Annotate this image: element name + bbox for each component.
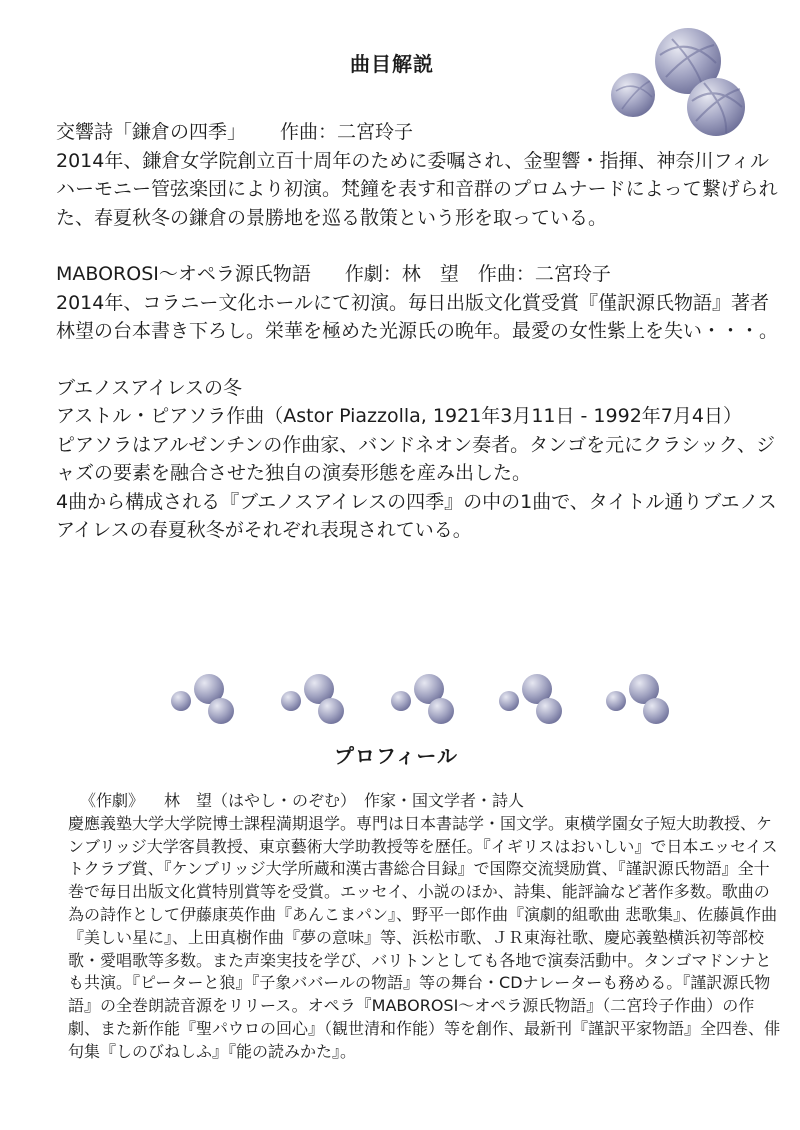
profile-name: 林 望（はやし・のぞむ） [164,791,357,810]
profile-heading: プロフィール [334,744,458,768]
program-notes [56,118,786,573]
piece-credit: 作劇：林 望 作曲：二宮玲子 [344,263,611,285]
piece-title-line [56,260,786,289]
notes-heading: 曲目解説 [350,52,434,76]
profile-role: 《作劇》 [80,791,145,810]
piece-description: 2014年、鎌倉女学院創立百十周年のために委嘱され、金聖響・指揮、神奈川フィルハーモニー管弦楽団により初演。梵鐘を表す和音群のプロムナードによって繋げられた、春夏秋冬の鎌倉の景勝地を巡る散策という形を取っている。 [56,149,778,229]
profile-header [68,790,780,813]
piece-description-2: 4曲から構成される『ブエノスアイレスの四季』の中の1曲で、タイトル通りブエノスアイレスの春夏秋冬がそれぞれ表現されている。 [56,490,777,541]
piece-3 [56,374,786,545]
marble-divider [0,663,800,733]
piece-description: ピアソラはアルゼンチンの作曲家、バンドネオン奏者。タンゴを元にクラシック、ジャズの要素を融合させた独自の演奏形態を産み出した。 [56,433,775,484]
piece-1 [56,118,786,232]
profile-section [68,790,780,1064]
piece-description: 2014年、コラニー文化ホールにて初演。毎日出版文化賞受賞『僅訳源氏物語』著者林望の台本書き下ろし。栄華を極めた光源氏の晩年。最愛の女性紫上を失い・・・。 [56,291,779,342]
marbles-divider-icon [493,663,573,733]
piece-title: 交響詩「鎌倉の四季」 [56,121,247,143]
piece-2 [56,260,786,346]
marbles-divider-icon [385,663,465,733]
marbles-divider-icon [165,663,245,733]
marbles-divider-icon [600,663,680,733]
piece-credit: アストル・ピアソラ作曲（Astor Piazzolla, 1921年3月11日 - 1992年7月4日） [56,405,742,427]
piece-title: ブエノスアイレスの冬 [56,376,243,399]
marbles-divider-icon [275,663,355,733]
piece-title-line [56,118,786,147]
piece-title: MABOROSI～オペラ源氏物語 [56,263,311,285]
profile-bio: 慶應義塾大学大学院博士課程満期退学。専門は日本書誌学・国文学。東横学園女子短大助教授、ケンブリッジ大学客員教授、東京藝術大学助教授等を歴任。『イギリスはおいしい』で日本エッセイストクラブ賞、『ケンブリッジ大学所蔵和漢古書総合目録』で国際交流奨励賞、『謹訳源氏物語』全十巻で毎日出版文化賞特別賞等を受賞。エッセイ、小説のほか、詩集、能評論など著作多数。歌曲の為の詩作として伊藤康英作曲『あんこまパン』、野平一郎作曲『演劇的組歌曲 悲歌集』、佐藤眞作曲『美しい星に』、上田真樹作曲『夢の意味』等、浜松市歌、ＪＲ東海社歌、慶応義塾横浜初等部校歌・愛唱歌等多数。また声楽実技を学び、バリトンとしても各地で演奏活動中。タンゴマドンナとも共演。『ピーターと狼』『子象ババールの物語』等の舞台・CDナレーターも務める。『謹訳源氏物語』の全巻朗読音源をリリース。オペラ『MABOROSI～オペラ源氏物語』（二宮玲子作曲）の作劇、また新作能『聖パウロの回心』（観世清和作能）等を創作、最新刊『謹訳平家物語』全四巻、俳句集『しのびねしふ』『能の読みかた』。 [68,813,781,1061]
profile-titles: 作家・国文学者・詩人 [364,791,525,810]
piece-credit: 作曲：二宮玲子 [280,121,414,143]
